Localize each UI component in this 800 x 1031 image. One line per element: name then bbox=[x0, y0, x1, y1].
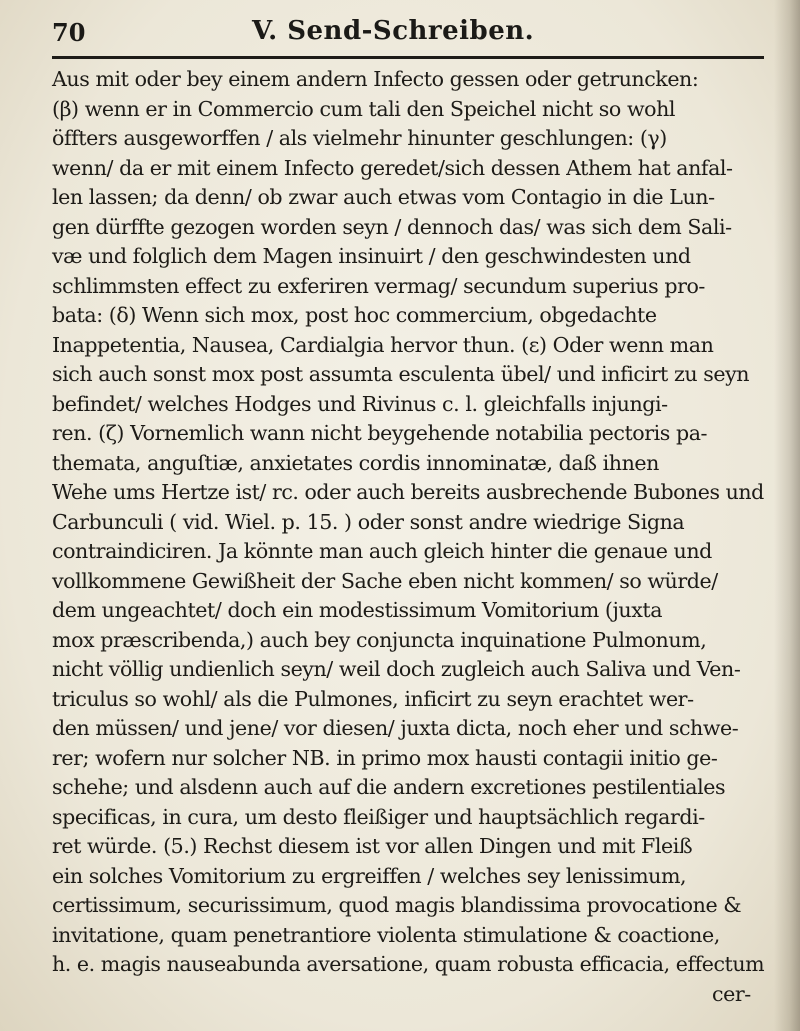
header-rule bbox=[52, 56, 764, 59]
text-line: invitatione, quam penetrantiore violenta stimulatione & coactione, bbox=[52, 922, 720, 947]
text-line: sich auch sonst mox post assumta esculenta übel/ und inficirt zu seyn bbox=[52, 362, 750, 386]
text-line: væ und folglich dem Magen insinuirt / den geschwindesten und bbox=[52, 244, 691, 268]
text-line: wenn/ da er mit einem Infecto geredet/sich dessen Athem hat anfal- bbox=[52, 155, 733, 180]
page-header bbox=[52, 14, 752, 54]
page-edge-shadow bbox=[774, 0, 800, 1031]
text-line: schlimmsten effect zu exferiren vermag/ secundum superius pro- bbox=[52, 273, 705, 298]
text-line: schehe; und alsdenn auch auf die andern excretiones pestilentiales bbox=[52, 775, 726, 799]
text-line: gen dürffte gezogen worden seyn / dennoch das/ was sich dem Sali- bbox=[52, 214, 732, 239]
text-line: (β) wenn er in Commercio cum tali den Speichel nicht so wohl bbox=[52, 96, 676, 121]
text-line: bata: (δ) Wenn sich mox, post hoc commercium, obgedachte bbox=[52, 303, 657, 327]
text-line: mox præscribenda,) auch bey conjuncta inquinatione Pulmonum, bbox=[52, 627, 707, 652]
page-number: 70 bbox=[52, 18, 86, 47]
text-line: ret würde. (5.) Rechst diesem ist vor allen Dingen und mit Fleiß bbox=[52, 834, 693, 858]
text-line: h. e. magis nauseabunda aversatione, quam robusta efficacia, effectum bbox=[52, 952, 765, 976]
text-line: triculus so wohl/ als die Pulmones, inficirt zu seyn erachtet wer- bbox=[52, 686, 694, 711]
text-line: rer; wofern nur solcher NB. in primo mox hausti contagii initio ge- bbox=[52, 745, 718, 770]
text-line: den müssen/ und jene/ vor diesen/ juxta dicta, noch eher und schwe- bbox=[52, 716, 739, 740]
text-line: nicht völlig undienlich seyn/ weil doch zugleich auch Saliva und Ven- bbox=[52, 657, 741, 681]
text-line: Carbunculi ( vid. Wiel. p. 15. ) oder sonst andre wiedrige Signa bbox=[52, 509, 685, 534]
text-line: ren. (ζ) Vornemlich wann nicht beygehende notabilia pectoris pa- bbox=[52, 421, 708, 445]
text-line: certissimum, securissimum, quod magis blandissima provocatione & bbox=[52, 893, 742, 917]
text-line: ein solches Vomitorium zu ergreiffen / welches sey lenissimum, bbox=[52, 863, 687, 888]
text-line: befindet/ welches Hodges und Rivinus c. l. gleichfalls injungi- bbox=[52, 391, 668, 416]
text-line: Inappetentia, Nausea, Cardialgia hervor thun. (ε) Oder wenn man bbox=[52, 332, 714, 357]
catchword: cer- bbox=[712, 981, 751, 1006]
text-line: themata, anguſtiæ, anxietates cordis innominatæ, daß ihnen bbox=[52, 450, 659, 475]
text-line: vollkommene Gewißheit der Sache eben nicht kommen/ so würde/ bbox=[52, 568, 718, 593]
text-line: öffters ausgeworffen / als vielmehr hinunter geschlungen: (γ) bbox=[52, 126, 667, 150]
text-line: dem ungeachtet/ doch ein modestissimum Vomitorium (juxta bbox=[52, 598, 663, 622]
text-line: Wehe ums Hertze ist/ rc. oder auch bereits ausbrechende Bubones und bbox=[52, 480, 764, 504]
running-head: V. Send-Schreiben. bbox=[252, 16, 535, 46]
text-line: len lassen; da denn/ ob zwar auch etwas vom Contagio in die Lun- bbox=[52, 185, 715, 209]
text-line: specificas, in cura, um desto fleißiger und hauptsächlich regardi- bbox=[52, 804, 705, 829]
text-line: Aus mit oder bey einem andern Infecto gessen oder getruncken: bbox=[52, 67, 699, 91]
body-text bbox=[52, 62, 764, 1022]
text-line: contraindiciren. Ja könnte man auch gleich hinter die genaue und bbox=[52, 539, 712, 563]
